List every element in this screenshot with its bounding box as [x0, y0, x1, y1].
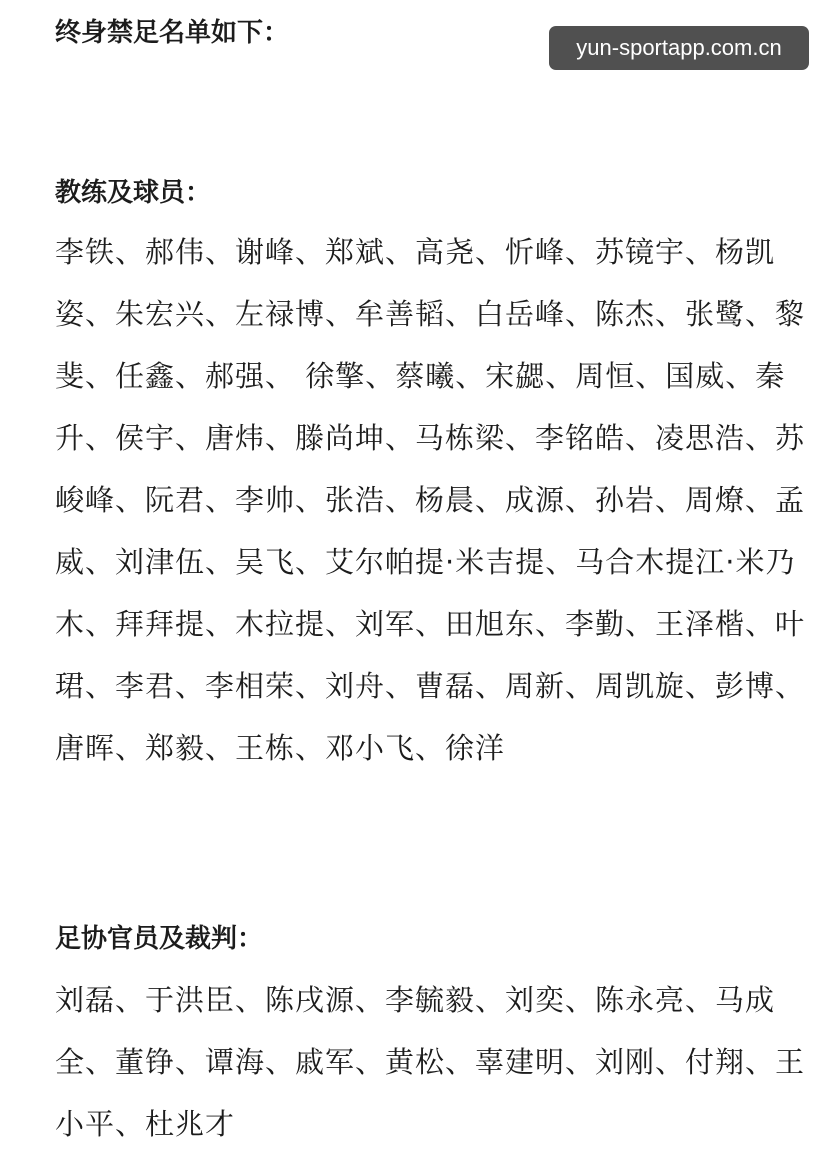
section-heading-officials: 足协官员及裁判： [55, 924, 264, 954]
page-title: 终身禁足名单如下： [55, 18, 290, 48]
officials-name-list: 刘磊、于洪臣、陈戌源、李毓毅、刘奕、陈永亮、马成全、董铮、谭海、戚军、黄松、辜建明、刘刚、付翔、王小平、杜兆才 [55, 983, 806, 1141]
players-name-list: 李铁、郝伟、谢峰、郑斌、高尧、忻峰、苏镜宇、杨凯姿、朱宏兴、左禄博、牟善韬、白岳峰、陈杰、张鹭、黎斐、任鑫、郝强、 徐擎、蔡曦、宋勰、周恒、国威、秦升、侯宇、唐炜、滕尚坤、马栋梁、李铭皓、凌思浩、苏峻峰、阮君、李帅、张浩、杨晨、成源、孙岩、周燎、孟威、刘津伍、吴飞、艾尔帕提·米吉提、马合木提江·米乃木、拜拜提、木拉提、刘军、田旭东、李勤、王泽楷、叶珺、李君、李相荣、刘舟、曹磊、周新、周凯旋、彭博、唐晖、郑毅、王栋、邓小飞、徐洋 [55, 235, 806, 765]
section-heading-players: 教练及球员： [55, 178, 212, 208]
watermark-badge: yun-sportapp.com.cn [549, 26, 809, 70]
